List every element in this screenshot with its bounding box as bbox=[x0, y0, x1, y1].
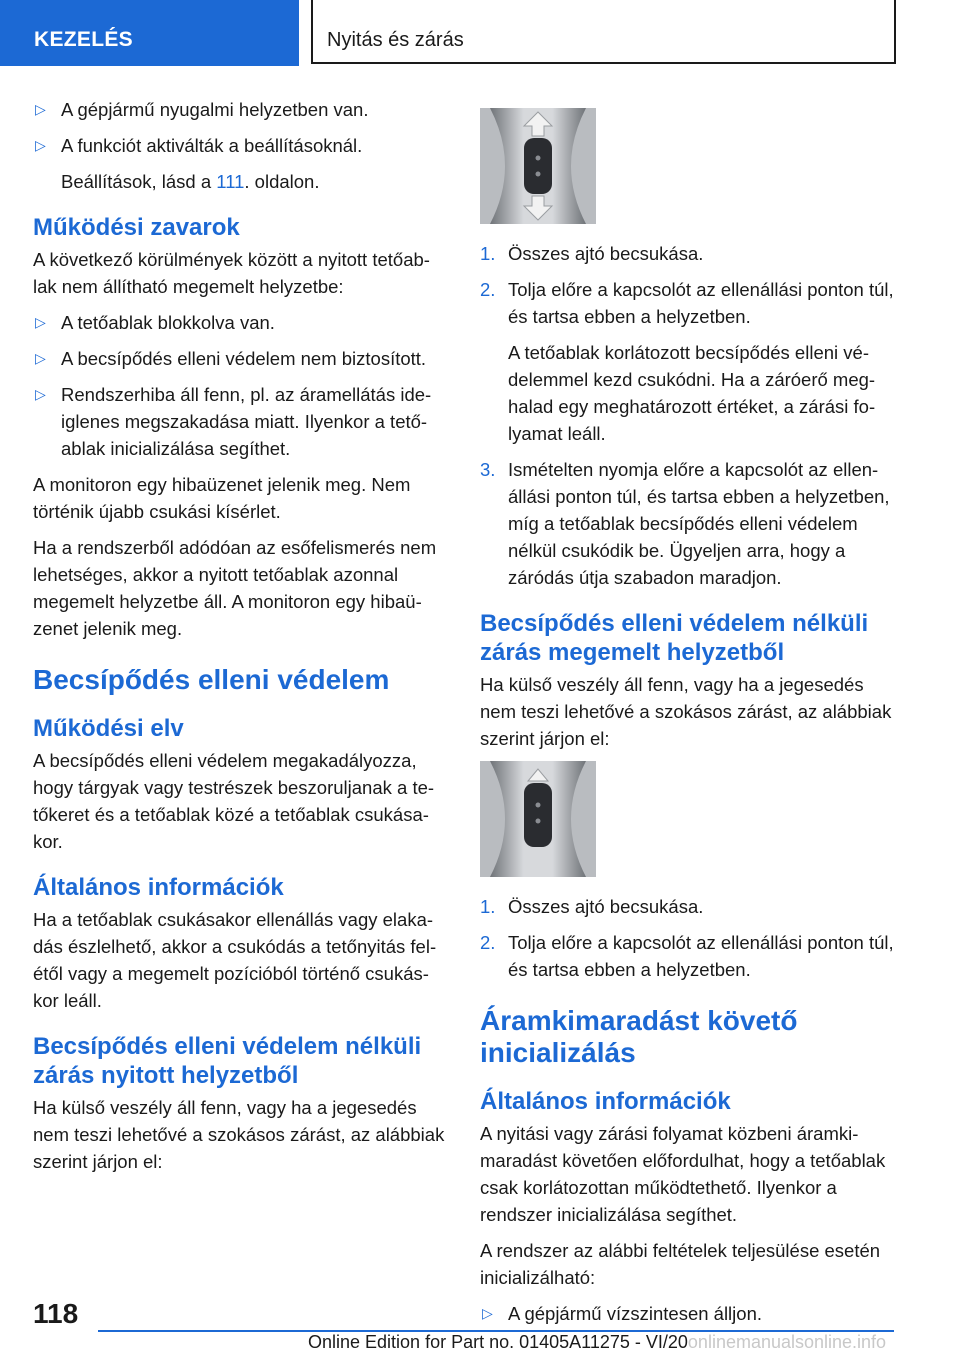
roof-switch-illustration bbox=[480, 108, 596, 224]
page-header bbox=[0, 0, 960, 66]
right-column bbox=[480, 96, 898, 1336]
heading-general-info: Általános információk bbox=[33, 874, 284, 901]
paragraph: Ha külső veszély áll fenn, vagy ha a jegesedés nem teszi lehetővé a szokásos zárást, az alábbiak szerint járjon el: bbox=[33, 1097, 445, 1172]
step-item: 2. Tolja előre a kapcsolót az ellenállási ponton túl, és tartsa ebben a helyzetben. bbox=[480, 279, 894, 327]
triangle-bullet-icon: ▷ bbox=[482, 1305, 493, 1321]
chapter-title: Nyitás és zárás bbox=[311, 0, 896, 64]
footer-edition: Online Edition for Part no. 01405A11275 - VI/20onlinemanualsonline.info bbox=[308, 1332, 887, 1352]
heading-malfunction: Működési zavarok bbox=[33, 214, 240, 241]
step-item: 3. Ismételten nyomja előre a kapcsolót az ellenállási ponton túl, és tartsa ebben a helyzetben, míg a tetőablak becsípődés elleni védelem nélkül csukódik be. Ügyeljen arra, hogy a záródás útja szabadon maradjon. bbox=[480, 459, 890, 588]
paragraph: A rendszer az alábbi feltételek teljesülése esetén inicializálható: bbox=[480, 1240, 881, 1288]
left-column bbox=[33, 96, 445, 1184]
bullet-item: ▷ Rendszerhiba áll fenn, pl. az áramellátás ideiglenes megszakadása miatt. Ilyenkor a tetőablak inicializálása segíthet. bbox=[33, 381, 445, 462]
triangle-bullet-icon: ▷ bbox=[35, 386, 46, 402]
paragraph: Ha a rendszerből adódóan az esőfelismerés nem lehetséges, akkor a nyitott tetőablak azonnal megemelt helyzetbe áll. A monitoron egy hibaüzenet jelenik meg. bbox=[33, 537, 437, 639]
heading-close-from-raised: Becsípődés elleni védelem nélküli zárás megemelt helyzetből bbox=[480, 610, 869, 666]
heading-close-from-open: Becsípődés elleni védelem nélküli zárás nyitott helyzetből bbox=[33, 1033, 422, 1089]
paragraph: A következő körülmények között a nyitott tetőablak nem állítható megemelt helyzetbe: bbox=[33, 249, 430, 297]
bullet-item: ▷ A becsípődés elleni védelem nem biztosított. bbox=[33, 345, 445, 372]
watermark: onlinemanualsonline.info bbox=[687, 1332, 887, 1352]
step-note: A tetőablak korlátozott becsípődés elleni védelemmel kezd csukódni. Ha a záróerő meghalad egy meghatározott értéket, a zárási folyamat leáll. bbox=[508, 342, 876, 444]
bullet-item: ▷ A gépjármű vízszintesen álljon. bbox=[480, 1300, 898, 1327]
triangle-bullet-icon: ▷ bbox=[35, 314, 46, 330]
paragraph: A nyitási vagy zárási folyamat közbeni áramkimaradást követően előfordulhat, hogy a tetőablak csak korlátozottan működtethető. Ilyenkor a rendszer inicializálása segíthet. bbox=[480, 1123, 886, 1225]
paragraph: Ha a tetőablak csukásakor ellenállás vagy elakadás észlelhető, akkor a csukódás a tetőnyitás felétől vagy a megemelt pozícióból történő csukáskor leáll. bbox=[33, 909, 437, 1011]
heading-pinch-protection: Becsípődés elleni védelem bbox=[33, 664, 390, 695]
triangle-bullet-icon: ▷ bbox=[35, 350, 46, 366]
step-item: 1. Összes ajtó becsukása. bbox=[480, 243, 704, 264]
paragraph: Ha külső veszély áll fenn, vagy ha a jegesedés nem teszi lehetővé a szokásos zárást, az alábbiak szerint járjon el: bbox=[480, 674, 892, 749]
bullet-item: ▷ A tetőablak blokkolva van. bbox=[33, 309, 445, 336]
heading-power-failure: Áramkimaradást követő inicializálás bbox=[480, 1005, 798, 1068]
paragraph: A monitoron egy hibaüzenet jelenik meg. Nem történik újabb csukási kísérlet. bbox=[33, 474, 411, 522]
settings-reference: Beállítások, lásd a 111. oldalon. bbox=[61, 171, 320, 192]
bullet-item: ▷ A gépjármű nyugalmi helyzetben van. bbox=[33, 96, 445, 123]
triangle-bullet-icon: ▷ bbox=[35, 137, 46, 153]
bullet-item: ▷ A funkciót aktiválták a beállításoknál. bbox=[33, 132, 445, 159]
heading-general-info-2: Általános információk bbox=[480, 1088, 731, 1115]
heading-principle: Működési elv bbox=[33, 715, 184, 742]
section-tab: KEZELÉS bbox=[0, 0, 299, 66]
page-number: 118 bbox=[33, 1298, 79, 1329]
roof-switch-illustration-2 bbox=[480, 761, 596, 877]
page-link[interactable]: 111 bbox=[216, 171, 245, 192]
paragraph: A becsípődés elleni védelem megakadályozza, hogy tárgyak vagy testrészek beszoruljanak a tetőkeret és a tetőablak közé a tetőablak csukásakor. bbox=[33, 750, 435, 852]
triangle-bullet-icon: ▷ bbox=[35, 101, 46, 117]
step-item: 2. Tolja előre a kapcsolót az ellenállási ponton túl, és tartsa ebben a helyzetben. bbox=[480, 932, 894, 980]
step-item: 1. Összes ajtó becsukása. bbox=[480, 896, 704, 917]
